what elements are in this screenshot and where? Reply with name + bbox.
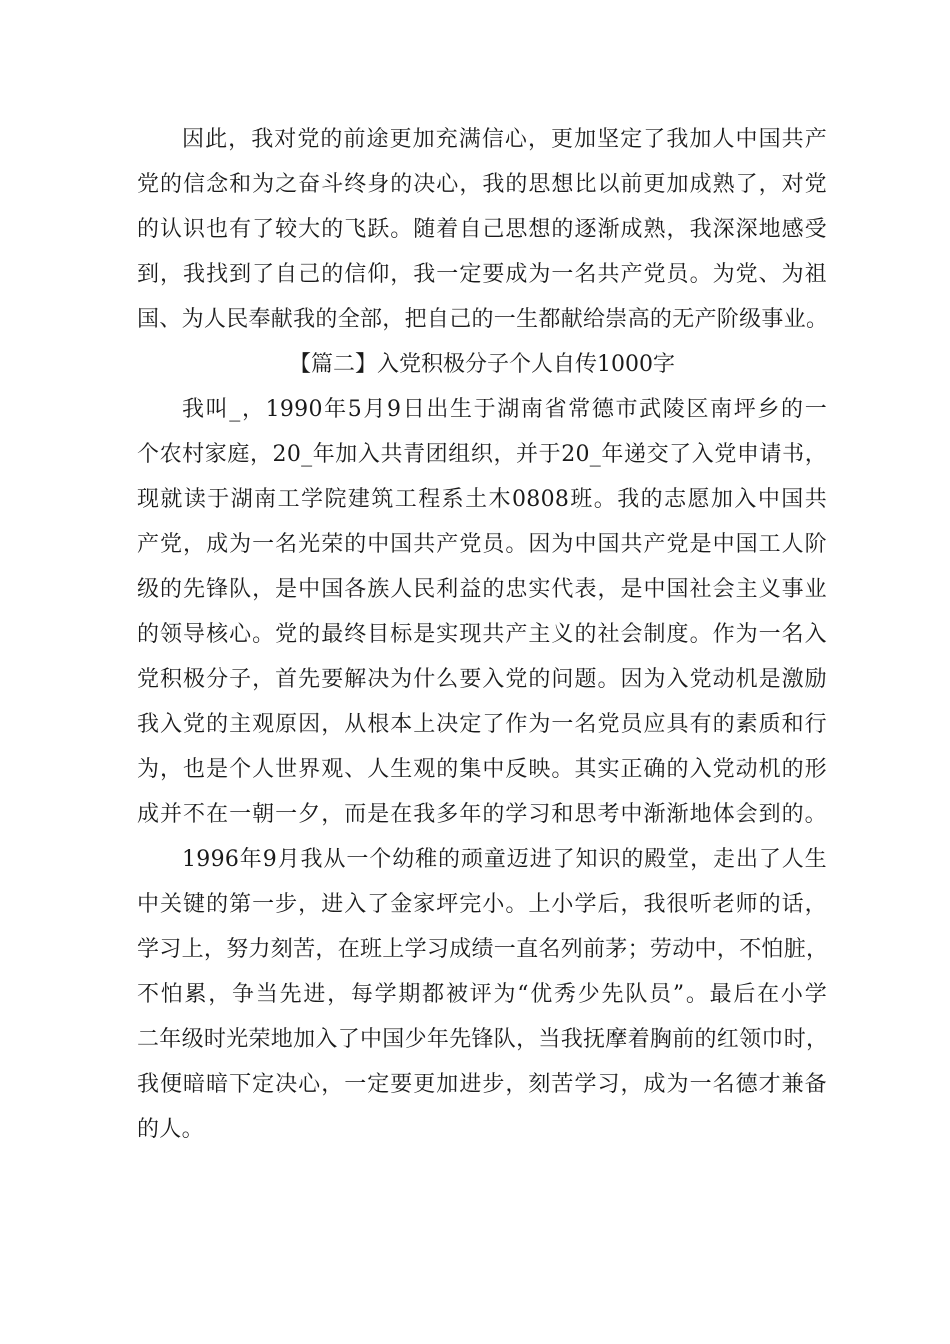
paragraph-3-line-6: 我便暗暗下定决心，一定要更加进步，刻苦学习，成为一名德才兼备	[137, 1072, 827, 1097]
paragraph-2-line-8: 我入党的主观原因，从根本上决定了作为一名党员应具有的素质和行	[137, 712, 827, 737]
paragraph-3-line-1: 1996年9月我从一个幼稚的顽童迈进了知识的殿堂，走出了人生	[182, 847, 827, 872]
paragraph-2-line-9: 为，也是个人世界观、人生观的集中反映。其实正确的入党动机的形	[137, 757, 827, 782]
paragraph-2-line-4: 产党，成为一名光荣的中国共产党员。因为中国共产党是中国工人阶	[137, 532, 827, 557]
paragraph-1-line-1: 因此，我对党的前途更加充满信心，更加坚定了我加人中国共产	[182, 127, 827, 152]
paragraph-3-line-5: 二年级时光荣地加入了中国少年先锋队，当我抚摩着胸前的红领巾时，	[137, 1027, 829, 1052]
paragraph-2-line-3: 现就读于湖南工学院建筑工程系土木0808班。我的志愿加入中国共	[137, 487, 827, 512]
paragraph-2-line-1: 我叫_，1990年5月9日出生于湖南省常德市武陵区南坪乡的一	[182, 397, 827, 422]
section-heading: 【篇二】入党积极分子个人自传1000字	[289, 352, 675, 377]
paragraph-1-line-2: 党的信念和为之奋斗终身的决心，我的思想比以前更加成熟了，对党	[137, 172, 827, 197]
paragraph-2-line-2: 个农村家庭，20_年加入共青团组织，并于20_年递交了入党申请书，	[137, 442, 827, 467]
paragraph-3-line-4: 不怕累，争当先进，每学期都被评为“优秀少先队员”。最后在小学	[137, 982, 827, 1007]
paragraph-1-line-5: 国、为人民奉献我的全部，把自己的一生都献给崇高的无产阶级事业。	[137, 307, 829, 332]
paragraph-2-line-6: 的领导核心。党的最终目标是实现共产主义的社会制度。作为一名入	[137, 622, 827, 647]
paragraph-1-line-3: 的认识也有了较大的飞跃。随着自己思想的逐渐成熟，我深深地感受	[137, 217, 827, 242]
paragraph-2-line-7: 党积极分子，首先要解决为什么要入党的问题。因为入党动机是激励	[137, 667, 827, 692]
paragraph-1-line-4: 到，我找到了自己的信仰，我一定要成为一名共产党员。为党、为祖	[137, 262, 827, 287]
paragraph-2-line-10: 成并不在一朝一夕，而是在我多年的学习和思考中渐渐地体会到的。	[137, 802, 827, 827]
paragraph-3-line-2: 中关键的第一步，进入了金家坪完小。上小学后，我很听老师的话，	[137, 892, 827, 917]
paragraph-3-line-7: 的人。	[137, 1117, 204, 1142]
paragraph-3-line-3: 学习上，努力刻苦，在班上学习成绩一直名列前茅；劳动中，不怕脏，	[137, 937, 829, 962]
paragraph-2-line-5: 级的先锋队，是中国各族人民利益的忠实代表，是中国社会主义事业	[137, 577, 827, 602]
